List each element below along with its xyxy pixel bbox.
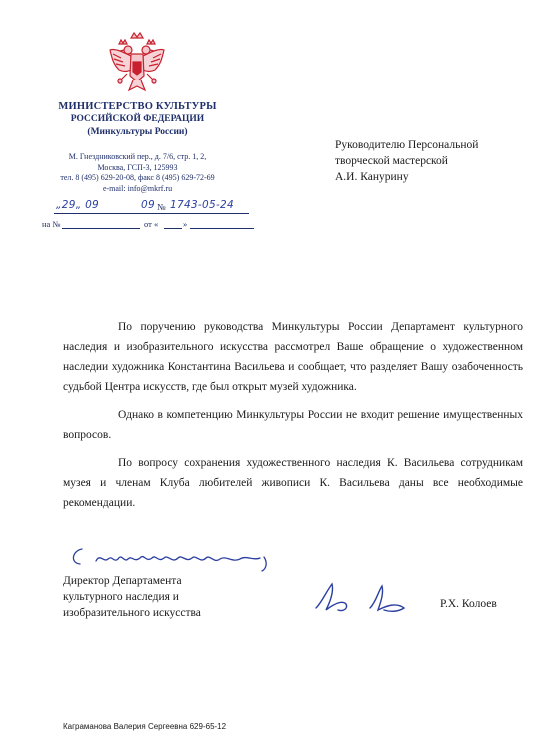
ministry-address — [40, 152, 235, 194]
reply-month-underline — [190, 228, 254, 229]
addressee-line3: А.И. Канурину — [335, 171, 409, 183]
ministry-line2: РОССИЙСКОЙ ФЕДЕРАЦИИ — [70, 114, 205, 124]
body-paragraph-1: По поручению руководства Минкультуры России Департамент культурного наследия и изобразительного искусства рассмотрел Ваше обращение о художественном наследии художника Константина Васильева и сообщает, что разделяет Вашу озабоченность судьбой Центра искусств, где был открыт музей художника. — [63, 321, 523, 393]
ministry-name — [40, 101, 235, 139]
address-line2: Москва, ГСП-3, 125993 — [97, 162, 178, 172]
body-paragraph-3: По вопросу сохранения художественного наследия К. Васильева сотрудникам музея и членам Клуба любителей живописи К. Васильева даны все необходимые рекомендации. — [63, 457, 523, 509]
registration-date: „29„ 09 — [56, 199, 100, 211]
reply-quote-close: » — [183, 219, 188, 229]
ministry-line1: МИНИСТЕРСТВО КУЛЬТУРЫ — [58, 101, 217, 112]
reply-day-underline — [164, 228, 182, 229]
address-line1: М. Гнездниковский пер., д. 7/6, стр. 1, 2, — [68, 152, 207, 161]
body-paragraph-2: Однако в компетенцию Минкультуры России не входит решение имущественных вопросов. — [63, 409, 523, 441]
registration-year: 09 — [141, 199, 155, 211]
signature — [308, 578, 418, 618]
addressee-block — [335, 137, 535, 185]
executor-footer: Каграманова Валерия Сергеевна 629-65-12 — [63, 722, 227, 731]
email: e-mail: info@mkrf.ru — [102, 183, 173, 193]
signatory-title-line3: изобразительного искусства — [63, 607, 201, 619]
letter-body — [63, 317, 523, 521]
signatory-title-line2: культурного наследия и — [63, 591, 179, 603]
reply-number-underline — [62, 228, 140, 229]
registration-underline — [54, 213, 249, 214]
number-sign: № — [157, 202, 166, 212]
signatory-title — [63, 573, 283, 621]
signer-name: Р.Х. Колоев — [440, 598, 497, 610]
reply-number-label: на № — [42, 219, 61, 229]
signatory-title-line1: Директор Департамента — [63, 575, 182, 587]
registration-line — [42, 199, 247, 216]
registration-number: 1743-05-24 — [170, 199, 235, 211]
addressee-line2: творческой мастерской — [335, 155, 448, 167]
phone-fax: тел. 8 (495) 629-20-08, факс 8 (495) 629-72-69 — [60, 173, 215, 182]
reply-date-label: от « — [144, 219, 159, 229]
handwritten-greeting — [68, 543, 278, 573]
ministry-short-name: (Минкультуры России) — [87, 127, 188, 137]
addressee-line1: Руководителю Персональной — [335, 139, 479, 151]
coat-of-arms-icon — [107, 30, 167, 96]
